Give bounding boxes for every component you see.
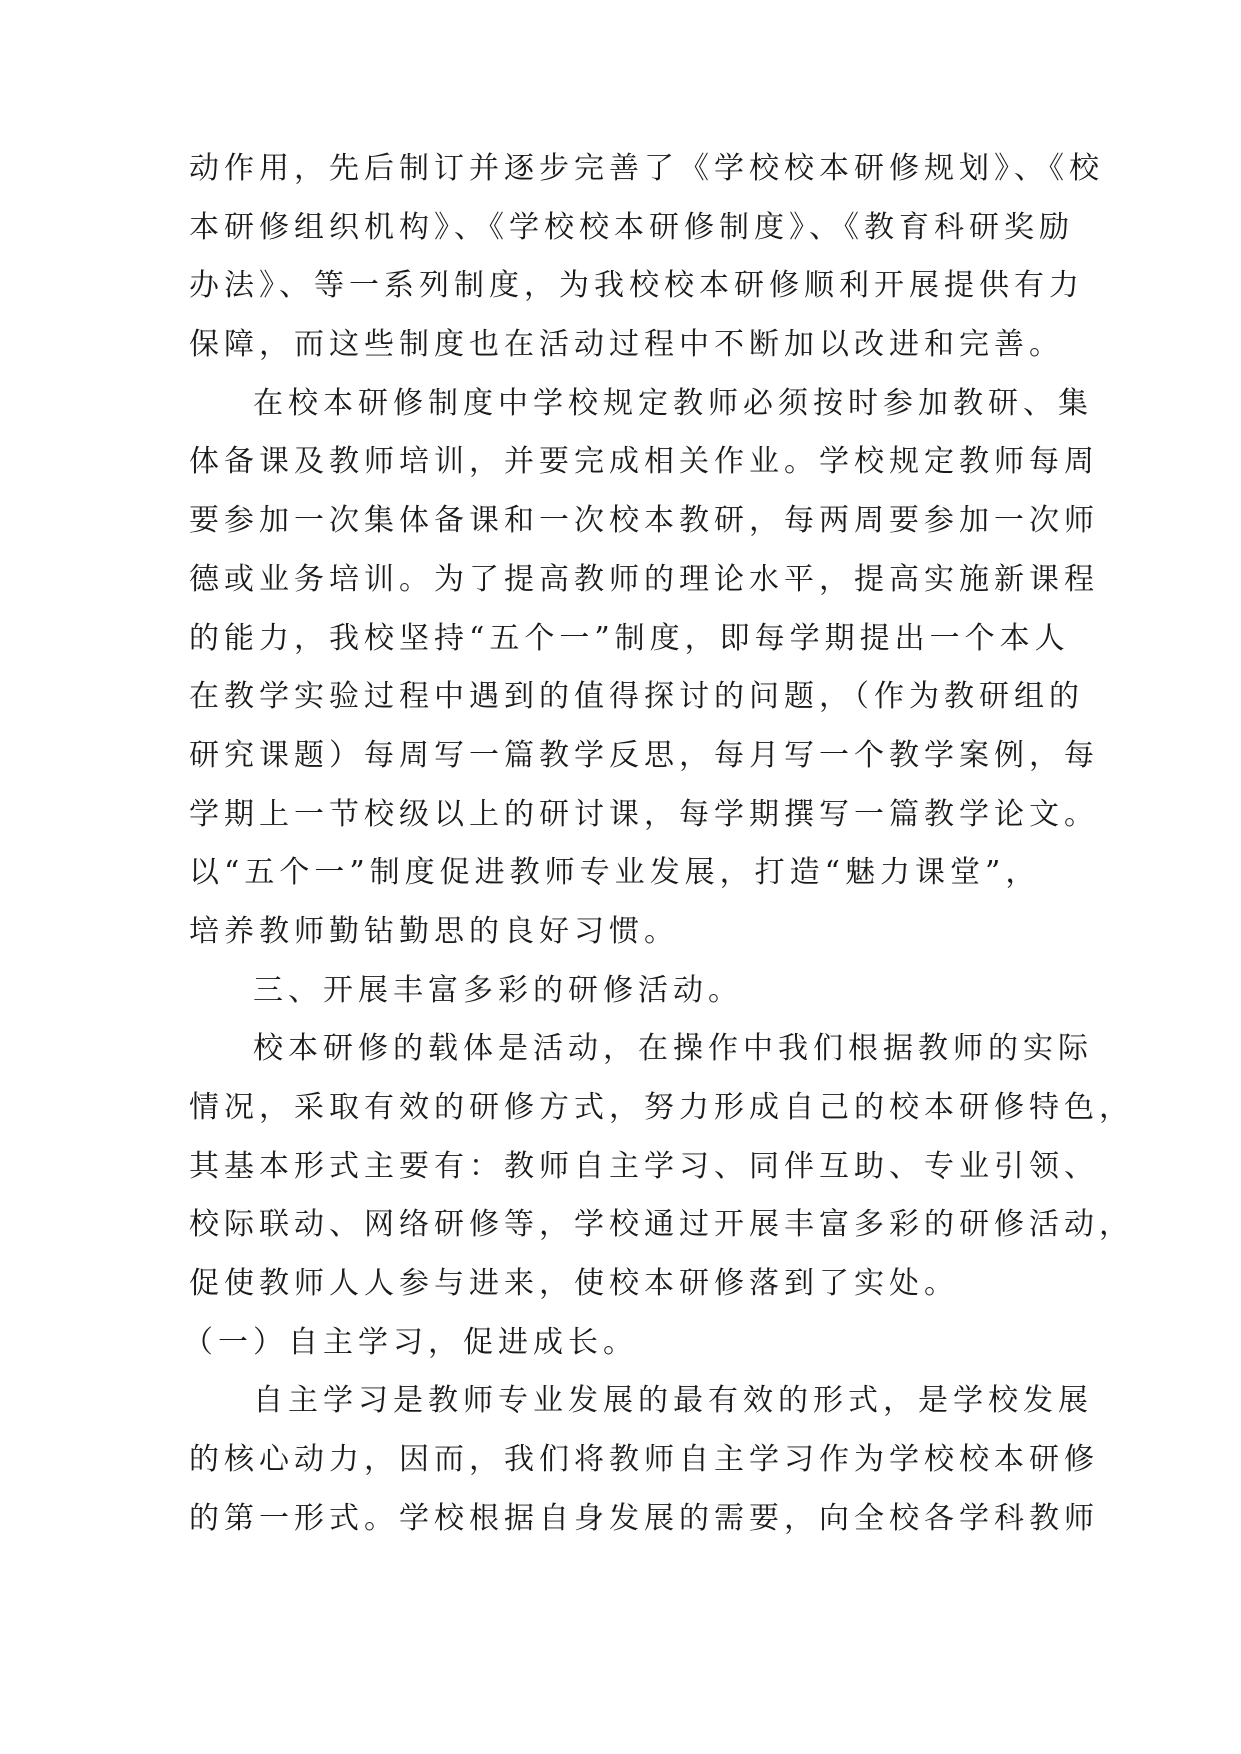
text-line: 的第一形式。学校根据自身发展的需要，向全校各学科教师	[189, 1500, 1099, 1536]
text-line: 本研修组织机构》、《学校校本研修制度》、《教育科研奖励	[189, 209, 1074, 245]
subsection-heading: （一）自主学习，促进成长。	[183, 1324, 638, 1360]
section-heading: 三、开展丰富多彩的研修活动。	[253, 972, 743, 1008]
text-line: 要参加一次集体备课和一次校本教研，每两周要参加一次师	[189, 503, 1099, 539]
text-line: 研究课题）每周写一篇教学反思，每月写一个教学案例，每	[189, 737, 1099, 773]
text-line: 保障，而这些制度也在活动过程中不断加以改进和完善。	[189, 327, 1064, 363]
document-body	[183, 140, 1134, 1549]
paragraph-start-line: 在校本研修制度中学校规定教师必须按时参加教研、集	[253, 385, 1093, 421]
text-line: 情况，采取有效的研修方式，努力形成自己的校本研修特色，	[189, 1090, 1134, 1125]
text-line: 的核心动力，因而，我们将教师自主学习作为学校校本研修	[189, 1442, 1099, 1478]
text-line: 体备课及教师培训，并要完成相关作业。学校规定教师每周	[189, 444, 1099, 480]
text-line: 促使教师人人参与进来，使校本研修落到了实处。	[189, 1266, 959, 1302]
text-line: 培养教师勤钻勤思的良好习惯。	[189, 913, 679, 949]
paragraph-start-line: 校本研修的载体是活动，在操作中我们根据教师的实际	[253, 1031, 1093, 1067]
text-line: 在教学实验过程中遇到的值得探讨的问题，（作为教研组的	[189, 679, 1084, 715]
text-line: 的能力，我校坚持“五个一”制度，即每学期提出一个本人	[189, 620, 1070, 656]
text-line: 动作用，先后制订并逐步完善了《学校校本研修规划》、《校	[189, 151, 1104, 186]
paragraph-start-line: 自主学习是教师专业发展的最有效的形式，是学校发展	[253, 1383, 1093, 1419]
text-line: 学期上一节校级以上的研讨课，每学期撰写一篇教学论文。	[189, 796, 1099, 832]
text-line: 校际联动、网络研修等，学校通过开展丰富多彩的研修活动，	[189, 1207, 1134, 1243]
text-line: 以“五个一”制度促进教师专业发展，打造“魅力课堂”，	[189, 855, 1041, 891]
text-line: 办法》、等一系列制度，为我校校本研修顺利开展提供有力	[189, 268, 1084, 304]
text-line: 其基本形式主要有：教师自主学习、同伴互助、专业引领、	[189, 1148, 1099, 1184]
text-line: 德或业务培训。为了提高教师的理论水平，提高实施新课程	[189, 561, 1099, 597]
